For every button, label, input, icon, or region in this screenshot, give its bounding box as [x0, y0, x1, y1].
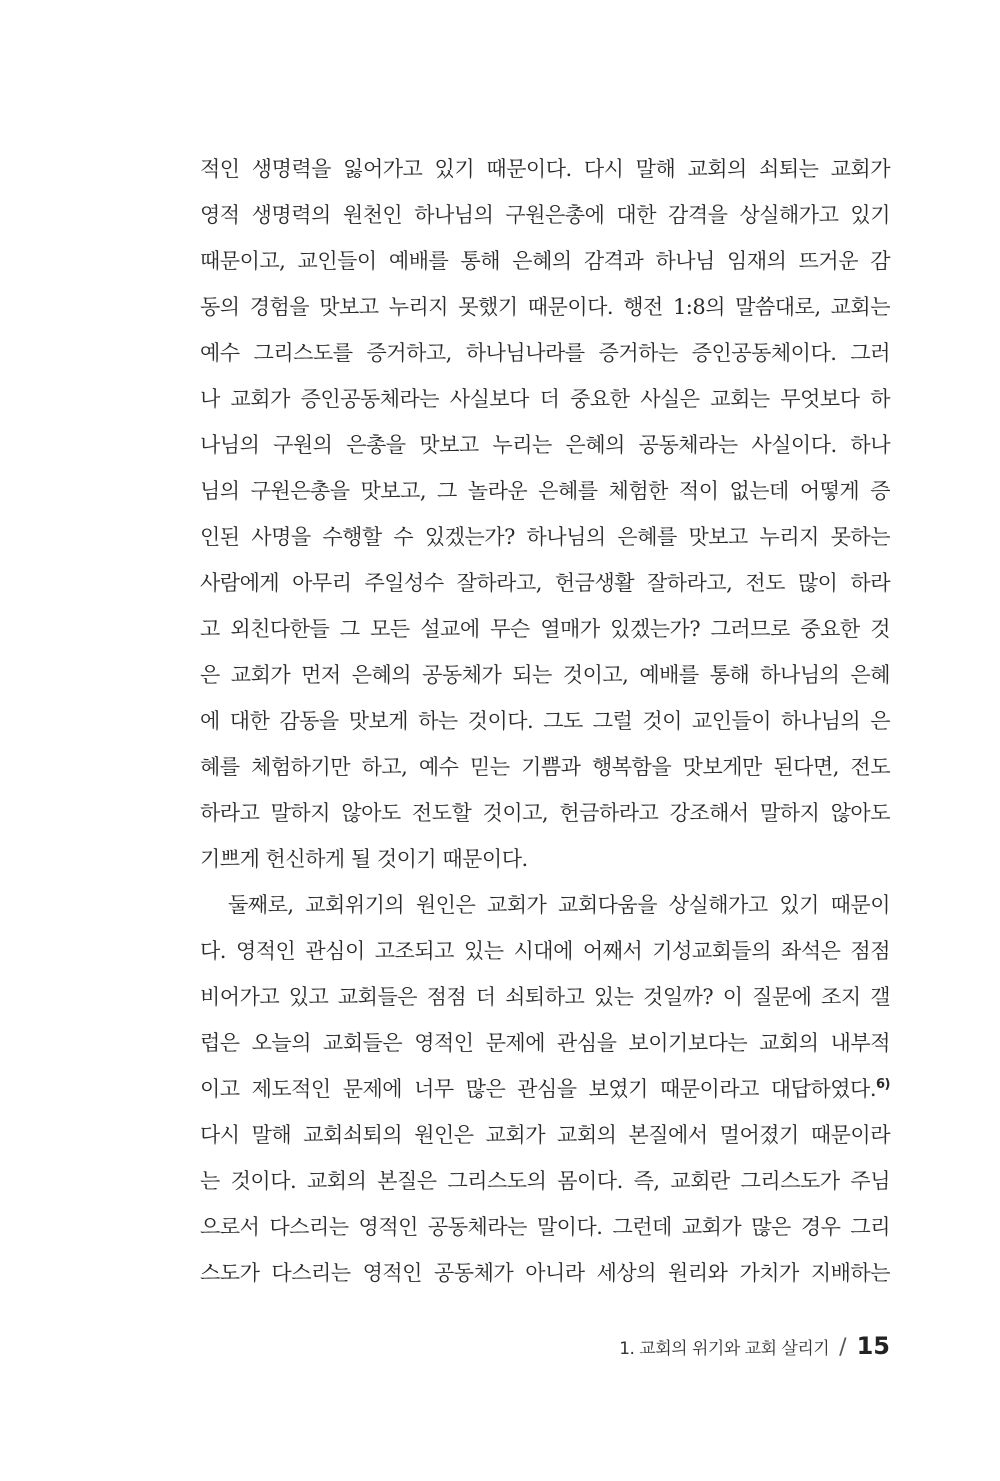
text-line: 나님의 구원의 은총을 맛보고 누리는 은혜의 공동체라는 사실이다. 하나: [200, 433, 890, 457]
text-line: 비어가고 있고 교회들은 점점 더 쇠퇴하고 있는 것일까? 이 질문에 조지 갤: [200, 985, 890, 1009]
text-line: 스도가 다스리는 영적인 공동체가 아니라 세상의 원리와 가치가 지배하는: [200, 1261, 890, 1285]
text-line: 럽은 오늘의 교회들은 영적인 문제에 관심을 보이기보다는 교회의 내부적: [200, 1031, 890, 1055]
text-line: 으로서 다스리는 영적인 공동체라는 말이다. 그런데 교회가 많은 경우 그리: [200, 1215, 890, 1239]
text-line: 둘째로, 교회위기의 원인은 교회가 교회다움을 상실해가고 있기 때문이: [228, 893, 890, 917]
text-line: 님의 구원은총을 맛보고, 그 놀라운 은혜를 체험한 적이 없는데 어떻게 증: [200, 479, 890, 503]
chapter-title: 1. 교회의 위기와 교회 살리기: [619, 1339, 830, 1359]
footnote-ref: 6): [876, 1077, 890, 1092]
footer-separator: /: [839, 1335, 847, 1360]
text-line: 은 교회가 먼저 은혜의 공동체가 되는 것이고, 예배를 통해 하나님의 은혜: [200, 663, 890, 687]
text-line-content: 이고 제도적인 문제에 너무 많은 관심을 보였기 때문이라고 대답하였다.: [200, 1077, 876, 1101]
body-text: [200, 146, 890, 1296]
page-number: 15: [856, 1332, 890, 1360]
text-line: 하라고 말하지 않아도 전도할 것이고, 헌금하라고 강조해서 말하지 않아도: [200, 801, 890, 825]
text-line: 예수 그리스도를 증거하고, 하나님나라를 증거하는 증인공동체이다. 그러: [200, 341, 890, 365]
text-line: 다. 영적인 관심이 고조되고 있는 시대에 어째서 기성교회들의 좌석은 점점: [200, 939, 890, 963]
text-line: 혜를 체험하기만 하고, 예수 믿는 기쁨과 행복함을 맛보게만 된다면, 전도: [200, 755, 890, 779]
text-line: 에 대한 감동을 맛보게 하는 것이다. 그도 그럴 것이 교인들이 하나님의 은: [200, 709, 890, 733]
text-line: 영적 생명력의 원천인 하나님의 구원은총에 대한 감격을 상실해가고 있기: [200, 203, 890, 227]
page-footer: [619, 1332, 890, 1360]
text-line-with-footnote: [200, 1066, 890, 1112]
text-line: 사람에게 아무리 주일성수 잘하라고, 헌금생활 잘하라고, 전도 많이 하라: [200, 571, 890, 595]
text-line: 동의 경험을 맛보고 누리지 못했기 때문이다. 행전 1:8의 말씀대로, 교회는: [200, 295, 890, 319]
text-line: 고 외친다한들 그 모든 설교에 무슨 열매가 있겠는가? 그러므로 중요한 것: [200, 617, 890, 641]
text-line: 는 것이다. 교회의 본질은 그리스도의 몸이다. 즉, 교회란 그리스도가 주님: [200, 1169, 890, 1193]
text-line: 때문이고, 교인들이 예배를 통해 은혜의 감격과 하나님 임재의 뜨거운 감: [200, 249, 890, 273]
text-line: 적인 생명력을 잃어가고 있기 때문이다. 다시 말해 교회의 쇠퇴는 교회가: [200, 157, 890, 181]
text-line: 인된 사명을 수행할 수 있겠는가? 하나님의 은혜를 맛보고 누리지 못하는: [200, 525, 890, 549]
text-line: 다시 말해 교회쇠퇴의 원인은 교회가 교회의 본질에서 멀어졌기 때문이라: [200, 1123, 890, 1147]
text-line: 기쁘게 헌신하게 될 것이기 때문이다.: [200, 847, 528, 871]
text-line: 나 교회가 증인공동체라는 사실보다 더 중요한 사실은 교회는 무엇보다 하: [200, 387, 890, 411]
